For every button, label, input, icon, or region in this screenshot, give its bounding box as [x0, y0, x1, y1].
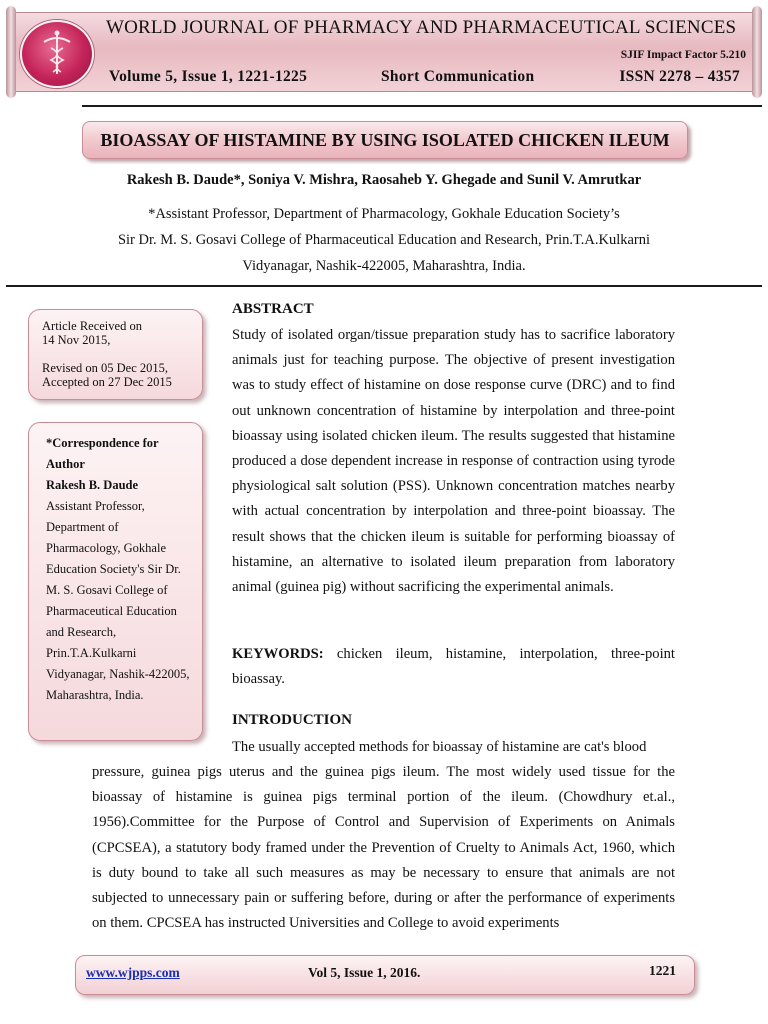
- introduction-first-line: The usually accepted methods for bioassay of histamine are cat's blood: [232, 739, 647, 755]
- article-type: Short Communication: [381, 68, 535, 85]
- affiliation-line-1: *Assistant Professor, Department of Pharmacology, Gokhale Education Society’s: [148, 206, 620, 222]
- correspondence-heading: *Correspondence for Author: [46, 436, 159, 471]
- journal-name: WORLD JOURNAL OF PHARMACY AND PHARMACEUTICAL SCIENCES: [106, 17, 737, 38]
- impact-factor: SJIF Impact Factor 5.210: [620, 49, 746, 61]
- correspondence-box: [28, 422, 203, 741]
- scroll-roll-left: [6, 6, 16, 98]
- author-list: Rakesh B. Daude*, Soniya V. Mishra, Raosaheb Y. Ghegade and Sunil V. Amrutkar: [126, 172, 642, 188]
- issn: ISSN 2278 – 4357: [619, 68, 740, 85]
- abstract-heading: ABSTRACT: [232, 301, 314, 317]
- paper-title: BIOASSAY OF HISTAMINE BY USING ISOLATED CHICKEN ILEUM: [82, 121, 688, 159]
- page-number: 1221: [649, 963, 676, 978]
- header-rule: [82, 105, 762, 107]
- correspondence-name: Rakesh B. Daude: [46, 478, 139, 492]
- footer-issue: Vol 5, Issue 1, 2016.: [308, 965, 421, 980]
- revised-date: Revised on 05 Dec 2015,: [42, 361, 169, 375]
- keywords: [232, 642, 675, 692]
- affiliation-line-2: Sir Dr. M. S. Gosavi College of Pharmaceutical Education and Research, Prin.T.A.Kulkarni: [117, 232, 651, 248]
- section-rule: [6, 285, 762, 287]
- affiliation-line-3: Vidyanagar, Nashik-422005, Maharashtra, India.: [242, 258, 526, 274]
- journal-logo: [20, 20, 94, 88]
- volume-info: Volume 5, Issue 1, 1221-1225: [109, 68, 308, 85]
- correspondence-address: Assistant Professor, Department of Pharmacology, Gokhale Education Society's Sir Dr. M. S. Gosavi College of Pharmaceutical Education and Research, Prin.T.A.Kulkarni Vidyanagar, Nashik-422005, Maharashtra, India.: [46, 499, 190, 702]
- introduction-text: pressure, guinea pigs uterus and the guinea pigs ileum. The most widely used tissue for the bioassay of histamine is guinea pigs terminal portion of the ileum. (Chowdhury et.al., 1956).Committee for the Purpose of Control and Supervision of Experiments on Animals (CPCSEA), a statutory body framed under the Prevention of Cruelty to Animals Act, 1960, which is duty bound to take all such measures as may be necessary to ensure that animals are not subjected to unnecessary pain or suffering before, during or after the performance of experiments on them. CPCSEA has instructed Universities and College to avoid experiments: [92, 764, 675, 932]
- received-label: Article Received on: [42, 319, 142, 333]
- keywords-label: KEYWORDS:: [232, 646, 324, 662]
- accepted-date: Accepted on 27 Dec 2015: [42, 375, 172, 389]
- caduceus-icon: [22, 22, 92, 86]
- keywords-text: chicken ileum, histamine, interpolation, three-point bioassay.: [232, 646, 675, 688]
- article-dates-box: [28, 309, 203, 400]
- received-date: 14 Nov 2015,: [42, 333, 111, 347]
- abstract-text: Study of isolated organ/tissue preparation study has to sacrifice laboratory animals just for teaching purpose. The objective of present investigation was to study effect of histamine on dose response curve (DRC) and to find out unknown concentration of histamine by interpolation and three-point bioassay using isolated chicken ileum. The results suggested that histamine produced a dose dependent increase in response of contraction using tyrode physiological salt solution (PSS). Unknown concentration matches nearby with actual concentration by interpolation and three-point bioassay. The result shows that the chicken ileum is suitable for performing bioassay of histamine, an alternative to isolated ileum preparation from laboratory animal (guinea pig) without sacrificing the experimental animals.: [232, 327, 675, 596]
- introduction-heading: INTRODUCTION: [232, 712, 353, 728]
- page-footer: [75, 955, 695, 995]
- journal-url-link[interactable]: www.wjpps.com: [86, 965, 180, 980]
- journal-header: [6, 6, 762, 94]
